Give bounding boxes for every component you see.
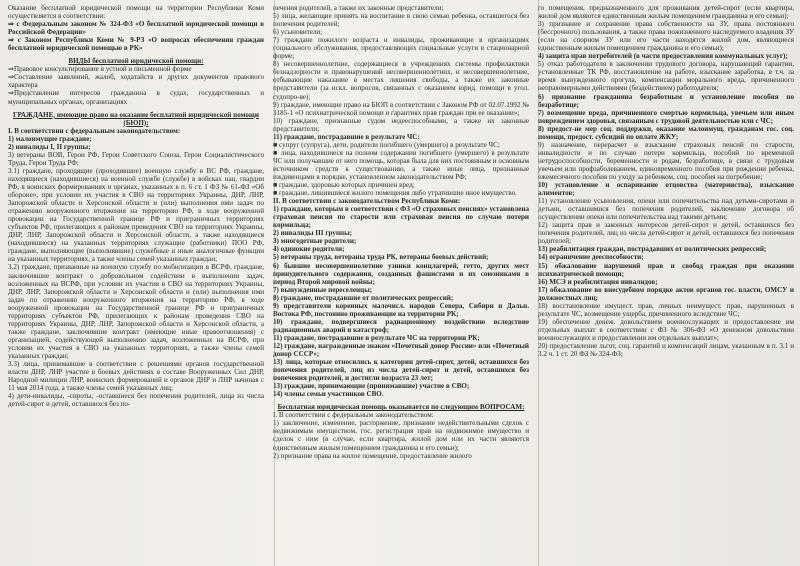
paragraph: 2) инвалиды III группы; [273,229,353,238]
paragraph: 11) граждане, пострадавшие в результате ЧС: [273,132,420,141]
paragraph: 14) члены семьи участников СВО. [273,390,384,399]
paragraph: I. В соответствии с федеральным законодательством: [8,126,181,135]
paragraph: 5) лица, желающие принять на воспитание в свою семью ребенка, оставшегося без попечения родителей; [273,12,529,29]
paragraph: 13) граждане, принимающие (принимавшие) участие в СВО; [273,382,470,391]
paragraph: 2) инвалиды I, II группы; [8,142,91,151]
paragraph: ⇒Правовое консультирование в устной и письменной форме [8,65,192,74]
paragraph: 11) установление усыновления, опеки или попечительства над детьми-сиротами и детьми, оставшимися без попечения родителей, заключение договора об осуществлении опеки или попечительства над такими детьми; [538,197,794,222]
paragraph: 7) возмещение вреда, причиненного смертью кормильца, увечьем или иным повреждением здоровья, связанным с трудовой деятельностью или с ЧС; [538,108,794,125]
paragraph: 4) защита прав потребителей (в части предоставления коммунальных услуг); [538,52,788,61]
paragraph: ■ граждане, здоровью которых причинен вред; [273,181,415,190]
paragraph: 10) установление и оспаривание отцовства (материнства), взыскание алиментов; [538,181,794,198]
paragraph: 14) ограничение дееспособности; [538,253,644,262]
paragraph: ■ лица, находившиеся на полном содержании погибшего (умершего) в результате ЧС или получавшие от него помощь, которая была для них постоянным и основным источником средств к существованию, а также иные лица, признанные иждивенцами в порядке, установленном законодательством РФ; [273,148,529,181]
paragraph: 8) несовершеннолетние, содержащиеся в учреждениях системы профилактики безнадзорности и правонарушений несовершеннолетних, и несовершеннолетние, отбывающие наказание в местах лишения свободы, а также их законные представители (за искл. вопросов, связанных с оказанием юрид. помощи в угол. судопро-ве); [273,60,529,101]
paragraph: ⇒Составление заявлений, жалоб, ходатайств и других документов правового характера [8,73,264,90]
paragraph: 13) лица, которые относились к категории детей-сирот, детей, оставшихся без попечения родителей, лиц из числа детей-сирот и детей, оставшихся без попечения родителей, и достигли возраста 23 лет; [273,358,529,383]
section-heading: Бесплатная юридическая помощь оказывается по следующим ВОПРОСАМ: [277,403,525,412]
paragraph: 6) признание гражданина безработным и установление пособия по безработице; [538,92,794,109]
paragraph: 13) реабилитация граждан, пострадавших от политических репрессий; [538,245,767,254]
paragraph: 2) признание права на жилое помещение, предоставление жилого [273,451,472,460]
column-3 [538,4,794,566]
paragraph: 9) представители коренных малочисл. народов Севера, Сибири и Дальн. Востока РФ, постоянно проживающие на территории РК; [273,301,529,318]
paragraph: 3) ветераны ВОВ, Герои РФ, Герои Советского Союза, Герои Социалистического Труда, Герои Труда РФ; [8,150,264,167]
paragraph: 5) отказ работодателя в заключении трудового договора, нарушающий гарантии, установленные ТК РФ, восстановление на работе, взыскание заработка, в т.ч. за время вынужденного прогула, компенсации морального вреда, причиненного неправомерными действиями (бездействием) работодателя; [538,60,794,93]
paragraph: 7) вынужденные переселенцы; [273,285,373,294]
paragraph: 6) бывшие несовершеннолетние узники концлагерей, гетто, других мест принудительного содержания, созданных фашистами и их союзниками в период Второй мировой войны; [273,261,529,286]
paragraph: 1) заключение, изменение, расторжение, признание недействительными сделок с недвижимым имуществом, гос. регистрация прав на недвижимое имущество и сделок с ним (в случае, если квартира, жилой дом или их части являются единственным жилым помещением гражданина и его семьи); [273,419,529,452]
paragraph: 18) восстановление имущест. прав, личных неимущест. прав, нарушенных в результате ЧС, возмещение ущерба, причиненного вследствие ЧС; [538,301,794,318]
paragraph: 4) дети-инвалиды, -сироты, -оставшиеся без попечения родителей, лица из числа детей-сирот и детей, оставшихся без по- [8,392,264,409]
paragraph: 3) многодетные родители; [273,237,357,246]
section-heading: ГРАЖДАНЕ, имеющие право на оказание бесплатной юридической помощи (БЮП): [12,110,260,127]
paragraph: 20) предоставление льгот, соц. гарантий и компенсаций лицам, указанным в п. 3.1 и 3.2 ч. 1 ст. 20 ФЗ № 324-ФЗ; [538,341,794,359]
section-heading: ВИДЫ бесплатной юридической помощи: [68,57,204,66]
paragraph: 6) усыновители; [273,28,323,37]
paragraph: 15) обжалование нарушений прав и свобод граждан при оказании психиатрической помощи; [538,261,794,278]
paragraph: ⇒ с Законом Республики Коми № 9-РЗ «О вопросах обеспечения граждан бесплатной юридической помощью в РК» [8,36,264,53]
paragraph: 9) назначение, перерасчет и взыскание страховых пенсий по старости, инвалидности и по случаю потери кормильца, пособий по временной нетрудоспособности, беременности и родам, безработице, в связи с трудовым увечьем или профзаболеванием, единовременного пособия при рождении ребенка, ежемесячного пособия по уходу за ребенком, соц. пособия на погребение; [538,140,794,181]
paragraph: ⇒ с Федеральным законом № 324-ФЗ «О бесплатной юридической помощи в Российской Федерации» [8,20,264,37]
paragraph: 10) граждане, подвергшиеся радиационному воздействию вследствие радиационных аварий и катастроф; [273,317,529,334]
paragraph: I. В соответствии с федеральным законодательством: [273,411,434,420]
paragraph: 7) граждане пожилого возраста и инвалиды, проживающие в организациях социального обслуживания, предоставляющих социальные услуги в стационарной форме; [273,36,529,61]
paragraph: 1) граждане, которым в соответствии с ФЗ «О страховых пенсиях» установлена страховая пенсия по старости или страховая пенсия по случаю потери кормильца; [273,205,529,230]
paragraph: 3.2) граждане, призванные на военную службу по мобилизации в ВСРФ, граждане, заключившие контракт о добровольном содействии в выполнении задач, возложенных на ВСРФ, при условии их участия в СВО на территориях Украины, ДНР, ЛНР, Запорожской области и Херсонской области и (или) выполнения ими задач по отражению вооруженного вторжения на территорию РФ, в ходе вооруженной провокации на Государственной границе РФ и приграничных территориях субъектов РФ, прилегающих к районам проведения СВО на территориях Украины, ДНР, ЛНР, Запорожской области и Херсонской области, а также граждане, заключившие контракт (имеющие иные правоотношения) с организацией, содействующей выполнению задач, возложенных на ВСРФ, при условии их участия в СВО на указанных территориях, а также члены семей указанных граждан; [8,263,264,360]
paragraph: 9) граждане, имеющие право на БЮП в соответствии с Законом РФ от 02.07.1992 № 3185-1 «О психиатрической помощи и гарантиях прав граждан при ее оказании»; [273,100,529,117]
column-1 [8,4,264,566]
paragraph: 3) признание и сохранение права собственности на ЗУ, права постоянного (бессрочного) пользования, а также права пожизненного наследуемого владения ЗУ (если на спорном ЗУ или его части находятся жилой дом, являющиеся единственным жилым помещением гражданина и его семьи); [538,20,794,53]
paragraph: го помещения, предназначенного для проживания детей-сирот (если квартира, жилой дом являются единственным жилым помещением гражданина и его семьи); [538,4,794,21]
paragraph: 17) обжалование во внесудебном порядке актов органов гос. власти, ОМСУ и должностных лиц; [538,285,794,302]
paragraph: печения родителей, а также их законные представители; [273,4,444,12]
paragraph: 4) одинокие родители; [273,245,345,254]
fold-line [538,0,539,566]
paragraph: 8) граждане, пострадавшие от политических репрессий; [273,293,454,302]
paragraph: 10) граждане, признанные судом недееспособными, а также их законные представители; [273,116,529,133]
paragraph: ■ граждане, лишившиеся жилого помещения либо утратившие иное имущество. [273,189,518,198]
paragraph: ⇒Представление интересов гражданина в судах, государственных и муниципальных органах, организациях [8,89,264,106]
fold-line [274,0,275,566]
paragraph: 19) обеспечение денеж. довольствием военнослужащих и предоставление им отдельных выплат в соответствии с ФЗ № 306-ФЗ «О денежном довольствии военнослужащих и предоставлении им отдельных выплат»; [538,317,794,342]
paragraph: ■ супруг (супруга), дети, родители погибшего (умершего) в результате ЧС; [273,140,500,149]
paragraph: Оказание бесплатной юридической помощи на территории Республики Коми осуществляется в соответствии: [8,4,264,21]
paragraph: 12) граждане, награжденные знаком «Почетный донор России» или «Почетный донор СССР»; [273,341,529,359]
paragraph: 12) защита прав и законных интересов детей-сирот и детей, оставшихся без попечения родителей, лиц из числа детей-сирот и детей, оставшихся без попечения родителей; [538,221,794,246]
paragraph: 5) ветераны труда, ветераны труда РК, ветераны боевых действий; [273,253,489,262]
paragraph: II. В соответствии с законодательством Республики Коми: [273,197,461,206]
paragraph: 3.3) лица, принимавшие в соответствии с решениями органов государственной власти ДНР, ЛНР участие в боевых действиях в составе Вооруженных Сил ДНР, Народной милиции ЛНР, воинских формирований и органов ДНР и ЛНР начиная с 11 мая 2014 года, а также члены семей указанных лиц; [8,360,264,393]
paragraph: 8) предост-не мер соц. поддержки, оказание малоимущ. гражданам гос. соц. помощи, предост. субсидий по оплате ЖКУ; [538,124,794,141]
paragraph: 3.1) граждане, проходящие (проходившие) военную службу в ВС РФ, граждане, находящиеся (находившиеся) на военной службе (службе) в войсках нац. гвардии РФ, в воинских формированиях и органах, указанных в п. 6 ст. 1 ФЗ № 61-ФЗ «Об обороне», при условии их участия в СВО на территориях Украины, ДНР, ЛНР, Запорожской области и Херсонской области и (или) выполнения ими задач по отражению вооруженного вторжения на территорию РФ, в ходе вооруженной провокации на Государственной границе РФ и приграничных территориях субъектов РФ, прилегающих к районам проведения СВО на территориях Украины, ДНР, ЛНР, Запорожской области и Херсонской области, а также находящиеся (находившиеся) на указанных территориях служащие (работники) ПОО РФ, граждане, выполняющие (выполнявшие) служебные и иные аналогичные функции на указанных территориях, а также члены семей указанных граждан; [8,166,264,264]
paragraph: 16) МСЭ и реабилитация инвалидов; [538,277,658,286]
paragraph: 1) малоимущие граждане; [8,134,92,143]
column-2 [273,4,529,566]
paragraph: 11) граждане, пострадавшие в результате ЧС на территории РК; [273,333,480,342]
